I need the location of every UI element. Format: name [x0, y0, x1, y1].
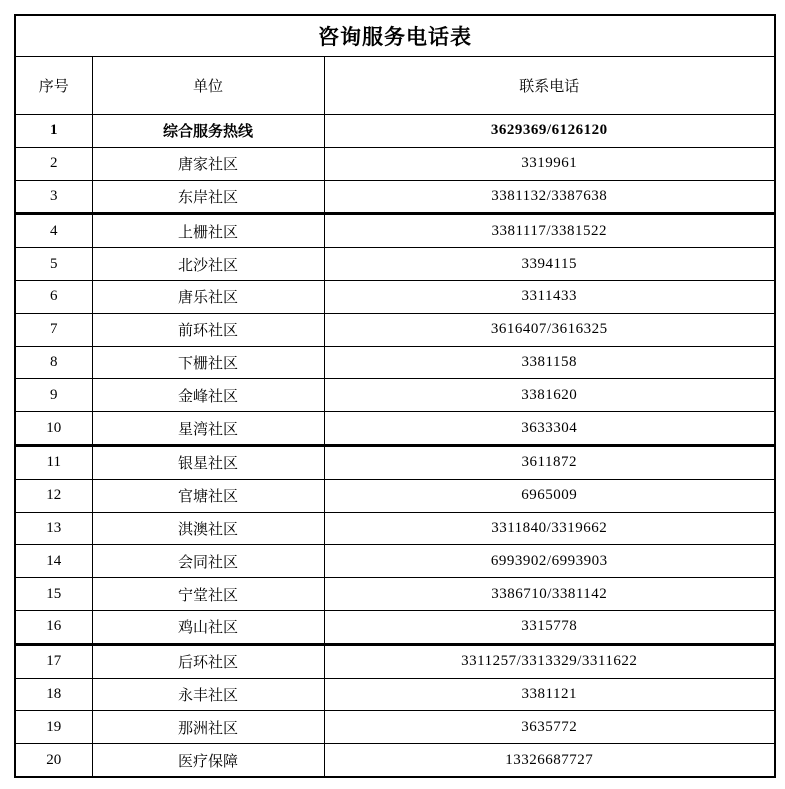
phone-cell: 3633304 [324, 412, 775, 446]
unit-cell: 上栅社区 [92, 214, 324, 248]
table-row [15, 313, 775, 346]
unit-cell: 淇澳社区 [92, 512, 324, 545]
phone-cell: 3311840/3319662 [324, 512, 775, 545]
unit-cell: 前环社区 [92, 313, 324, 346]
table-row [15, 280, 775, 313]
table-row [15, 479, 775, 512]
phone-cell: 3381117/3381522 [324, 214, 775, 248]
unit-cell: 东岸社区 [92, 180, 324, 214]
row-number-cell: 13 [15, 512, 92, 545]
row-number-cell: 15 [15, 578, 92, 611]
table-row [15, 346, 775, 379]
unit-cell: 官塘社区 [92, 479, 324, 512]
table-header-row [15, 57, 775, 115]
table-row [15, 248, 775, 281]
table-row [15, 711, 775, 744]
unit-cell: 会同社区 [92, 545, 324, 578]
phone-cell: 3315778 [324, 610, 775, 644]
table-row [15, 610, 775, 644]
consultation-phone-table [14, 14, 776, 778]
table-row [15, 147, 775, 180]
row-number-cell: 3 [15, 180, 92, 214]
table-row [15, 379, 775, 412]
row-number-cell: 8 [15, 346, 92, 379]
column-header-phone: 联系电话 [324, 57, 775, 115]
phone-cell: 6965009 [324, 479, 775, 512]
table-title-row [15, 15, 775, 57]
table-row [15, 412, 775, 446]
row-number-cell: 12 [15, 479, 92, 512]
column-header-no: 序号 [15, 57, 92, 115]
row-number-cell: 5 [15, 248, 92, 281]
row-number-cell: 4 [15, 214, 92, 248]
row-number-cell: 11 [15, 445, 92, 479]
unit-cell: 金峰社区 [92, 379, 324, 412]
phone-cell: 3635772 [324, 711, 775, 744]
unit-cell: 永丰社区 [92, 678, 324, 711]
row-number-cell: 16 [15, 610, 92, 644]
phone-cell: 3629369/6126120 [324, 115, 775, 148]
phone-cell: 3381132/3387638 [324, 180, 775, 214]
phone-cell: 13326687727 [324, 744, 775, 777]
row-number-cell: 18 [15, 678, 92, 711]
table-row [15, 115, 775, 148]
row-number-cell: 2 [15, 147, 92, 180]
row-number-cell: 19 [15, 711, 92, 744]
unit-cell: 鸡山社区 [92, 610, 324, 644]
table-row [15, 578, 775, 611]
table-row [15, 512, 775, 545]
phone-cell: 3381121 [324, 678, 775, 711]
unit-cell: 北沙社区 [92, 248, 324, 281]
table-row [15, 545, 775, 578]
unit-cell: 银星社区 [92, 445, 324, 479]
table-row [15, 644, 775, 678]
phone-cell: 3616407/3616325 [324, 313, 775, 346]
row-number-cell: 20 [15, 744, 92, 777]
phone-cell: 3386710/3381142 [324, 578, 775, 611]
phone-cell: 3381158 [324, 346, 775, 379]
phone-cell: 3311433 [324, 280, 775, 313]
unit-cell: 下栅社区 [92, 346, 324, 379]
page-title: 咨询服务电话表 [15, 15, 775, 57]
row-number-cell: 1 [15, 115, 92, 148]
unit-cell: 宁堂社区 [92, 578, 324, 611]
row-number-cell: 14 [15, 545, 92, 578]
unit-cell: 唐乐社区 [92, 280, 324, 313]
table-row [15, 214, 775, 248]
unit-cell: 星湾社区 [92, 412, 324, 446]
table-row [15, 180, 775, 214]
unit-cell: 综合服务热线 [92, 115, 324, 148]
row-number-cell: 7 [15, 313, 92, 346]
row-number-cell: 9 [15, 379, 92, 412]
table-row [15, 445, 775, 479]
unit-cell: 唐家社区 [92, 147, 324, 180]
row-number-cell: 6 [15, 280, 92, 313]
phone-cell: 3311257/3313329/3311622 [324, 644, 775, 678]
column-header-unit: 单位 [92, 57, 324, 115]
phone-cell: 6993902/6993903 [324, 545, 775, 578]
row-number-cell: 10 [15, 412, 92, 446]
phone-table-sheet [14, 14, 774, 778]
unit-cell: 那洲社区 [92, 711, 324, 744]
phone-cell: 3319961 [324, 147, 775, 180]
table-row [15, 744, 775, 777]
unit-cell: 医疗保障 [92, 744, 324, 777]
phone-cell: 3381620 [324, 379, 775, 412]
row-number-cell: 17 [15, 644, 92, 678]
phone-cell: 3611872 [324, 445, 775, 479]
unit-cell: 后环社区 [92, 644, 324, 678]
phone-cell: 3394115 [324, 248, 775, 281]
table-row [15, 678, 775, 711]
